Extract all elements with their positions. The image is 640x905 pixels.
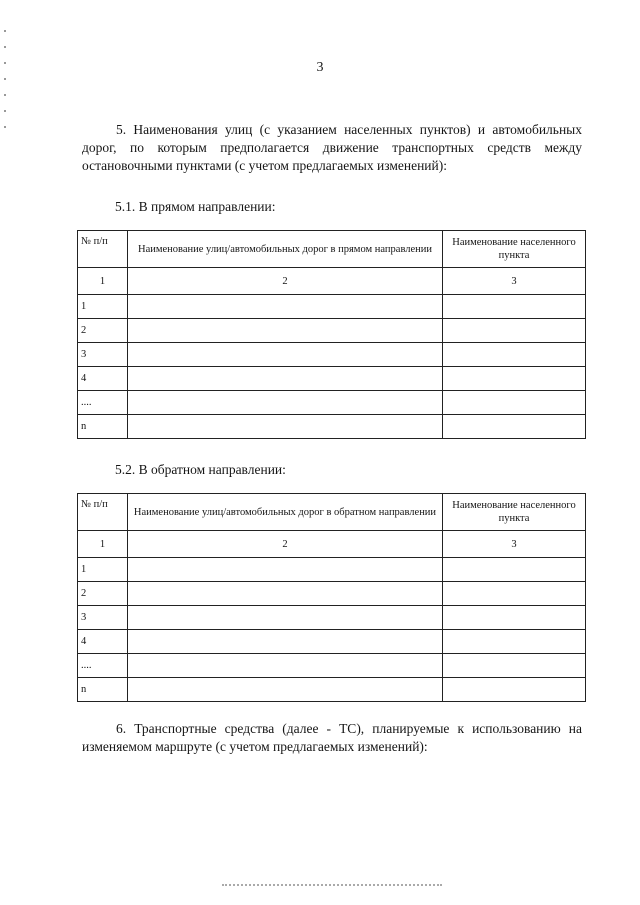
table-column-numbers-row — [78, 531, 586, 558]
row-number: .... — [78, 391, 128, 415]
streets-cell[interactable] — [128, 319, 443, 343]
table-header-row — [78, 494, 586, 531]
row-number: .... — [78, 654, 128, 678]
streets-cell[interactable] — [128, 391, 443, 415]
table-row — [78, 391, 586, 415]
column-number-1: 1 — [78, 268, 128, 295]
streets-cell[interactable] — [128, 343, 443, 367]
streets-cell[interactable] — [128, 606, 443, 630]
scan-margin-marks — [4, 30, 8, 160]
row-number: 1 — [78, 295, 128, 319]
row-number: 1 — [78, 558, 128, 582]
row-number: 4 — [78, 367, 128, 391]
table-row — [78, 630, 586, 654]
table-header-row — [78, 231, 586, 268]
header-streets: Наименование улиц/автомобильных дорог в прямом направлении — [128, 231, 443, 268]
column-number-3: 3 — [443, 268, 586, 295]
reverse-direction-table — [77, 493, 586, 702]
settlement-cell[interactable] — [443, 606, 586, 630]
row-number: n — [78, 678, 128, 702]
settlement-cell[interactable] — [443, 415, 586, 439]
section-5-2-heading: 5.2. В обратном направлении: — [115, 462, 286, 477]
table-row — [78, 654, 586, 678]
row-number: 3 — [78, 343, 128, 367]
table-row — [78, 558, 586, 582]
streets-cell[interactable] — [128, 654, 443, 678]
settlement-cell[interactable] — [443, 391, 586, 415]
section-6-text: 6. Транспортные средства (далее - ТС), планируемые к использованию на изменяемом маршруте (с учетом предлагаемых изменений): — [82, 721, 582, 754]
settlement-cell[interactable] — [443, 367, 586, 391]
settlement-cell[interactable] — [443, 678, 586, 702]
column-number-2: 2 — [128, 531, 443, 558]
column-number-3: 3 — [443, 531, 586, 558]
table-row — [78, 295, 586, 319]
table-row — [78, 678, 586, 702]
settlement-cell[interactable] — [443, 319, 586, 343]
settlement-cell[interactable] — [443, 582, 586, 606]
streets-cell[interactable] — [128, 678, 443, 702]
table-row — [78, 606, 586, 630]
streets-cell[interactable] — [128, 367, 443, 391]
row-number: 2 — [78, 582, 128, 606]
streets-cell[interactable] — [128, 295, 443, 319]
table-row — [78, 319, 586, 343]
header-settlement: Наименование населенного пункта — [443, 494, 586, 531]
header-streets: Наименование улиц/автомобильных дорог в обратном направлении — [128, 494, 443, 531]
section-5-paragraph — [82, 121, 582, 175]
table-column-numbers-row — [78, 268, 586, 295]
section-6-paragraph — [82, 720, 582, 756]
table-row — [78, 582, 586, 606]
row-number: 3 — [78, 606, 128, 630]
header-settlement: Наименование населенного пункта — [443, 231, 586, 268]
streets-cell[interactable] — [128, 582, 443, 606]
settlement-cell[interactable] — [443, 654, 586, 678]
streets-cell[interactable] — [128, 415, 443, 439]
section-5-1-heading: 5.1. В прямом направлении: — [115, 199, 276, 214]
streets-cell[interactable] — [128, 558, 443, 582]
scan-bottom-marks — [222, 884, 442, 889]
row-number: 2 — [78, 319, 128, 343]
settlement-cell[interactable] — [443, 630, 586, 654]
header-number: № п/п — [78, 231, 128, 268]
section-5-text: 5. Наименования улиц (с указанием населенных пунктов) и автомобильных дорог, по которым предполагается движение транспортных средств между остановочными пунктами (с учетом предлагаемых изменений): — [82, 122, 582, 173]
column-number-1: 1 — [78, 531, 128, 558]
settlement-cell[interactable] — [443, 295, 586, 319]
forward-direction-table — [77, 230, 586, 439]
column-number-2: 2 — [128, 268, 443, 295]
table-row — [78, 343, 586, 367]
streets-cell[interactable] — [128, 630, 443, 654]
page-number: 3 — [316, 60, 324, 75]
settlement-cell[interactable] — [443, 558, 586, 582]
table-row — [78, 415, 586, 439]
row-number: 4 — [78, 630, 128, 654]
settlement-cell[interactable] — [443, 343, 586, 367]
header-number: № п/п — [78, 494, 128, 531]
table-row — [78, 367, 586, 391]
row-number: n — [78, 415, 128, 439]
